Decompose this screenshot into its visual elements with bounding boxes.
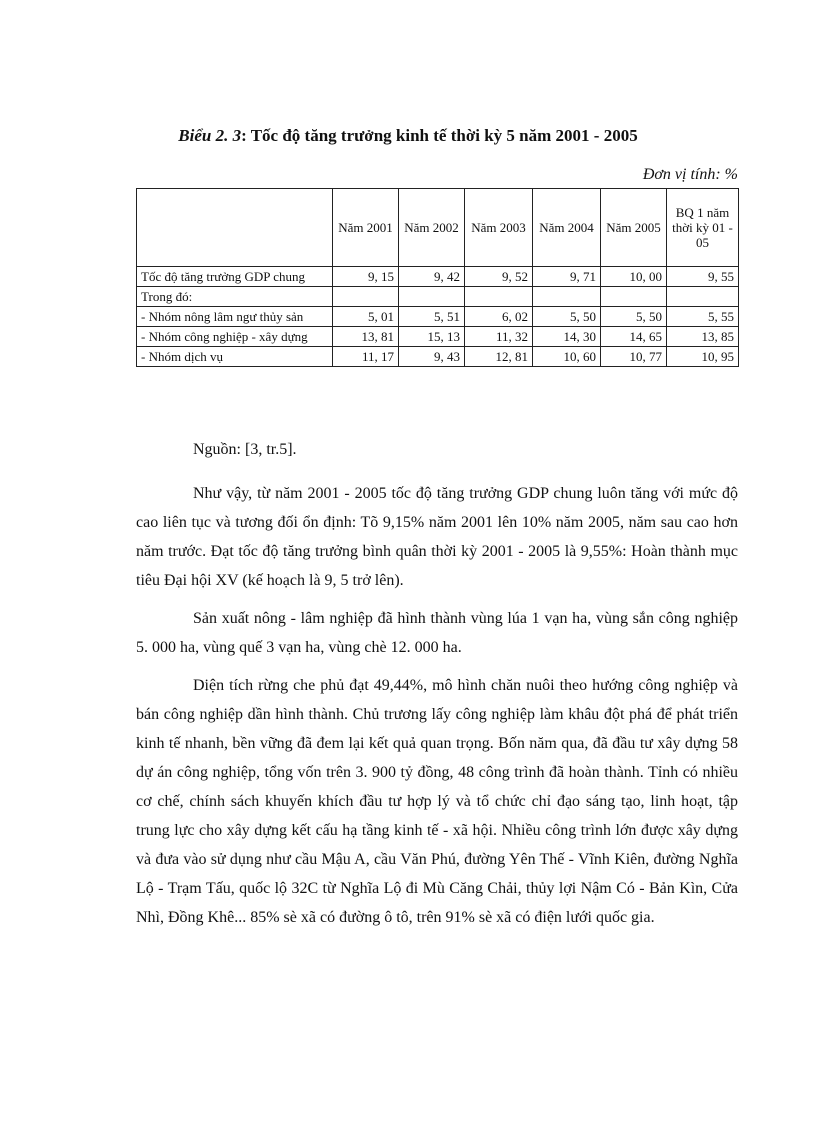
paragraph: Như vậy, từ năm 2001 - 2005 tốc độ tăng trưởng GDP chung luôn tăng với mức độ cao liên tục và tương đối ổn định: Tõ 9,15% năm 2001 lên 10% năm 2005, năm sau cao hơn năm trước. Đạt tốc độ tăng trưởng bình quân thời kỳ 2001 - 2005 là 9,55%: Hoàn thành mục tiêu Đại hội XV (kế hoạch là 9, 5 trở lên). <box>136 485 738 589</box>
table-cell: 9, 15 <box>333 267 399 287</box>
table-title <box>0 126 816 146</box>
table-title-text: : Tốc độ tăng trưởng kinh tế thời kỳ 5 năm 2001 - 2005 <box>241 126 638 145</box>
header-cell: Năm 2003 <box>465 189 533 267</box>
table-cell <box>465 287 533 307</box>
table-cell: 9, 52 <box>465 267 533 287</box>
table-cell: 9, 71 <box>533 267 601 287</box>
body-text <box>136 479 738 941</box>
paragraph: Diện tích rừng che phủ đạt 49,44%, mô hình chăn nuôi theo hướng công nghiệp và bán công nghiệp dần hình thành. Chủ trương lấy công nghiệp làm khâu đột phá để phát triển kinh tế nhanh, bền vững đã đem lại kết quả quan trọng. Bốn năm qua, đã đầu tư xây dựng 58 dự án công nghiệp, tổng vốn trên 3. 900 tỷ đồng, 48 công trình đã hoàn thành. Tỉnh có nhiều cơ chế, chính sách khuyến khích đầu tư hợp lý và tổ chức chỉ đạo sáng tạo, linh hoạt, tập trung lực cho xây dựng kết cấu hạ tầng kinh tế - xã hội. Nhiều công trình lớn được xây dựng và đưa vào sử dụng như cầu Mậu A, cầu Văn Phú, đường Yên Thế - Vĩnh Kiên, đường Nghĩa Lộ - Trạm Tấu, quốc lộ 32C từ Nghĩa Lộ đi Mù Căng Chải, thủy lợi Nậm Có - Bản Kìn, Cửa Nhì, Đồng Khê... 85% sè xã có đường ô tô, trên 91% sè xã có điện lưới quốc gia. <box>136 677 738 926</box>
table-cell: 14, 65 <box>601 327 667 347</box>
table-cell: 10, 95 <box>667 347 739 367</box>
paragraph: Sản xuất nông - lâm nghiệp đã hình thành vùng lúa 1 vạn ha, vùng sắn công nghiệp 5. 000 ha, vùng quế 3 vạn ha, vùng chè 12. 000 ha. <box>136 610 738 656</box>
table-cell <box>533 287 601 307</box>
table-cell: 9, 43 <box>399 347 465 367</box>
table-row <box>137 287 739 307</box>
header-cell: Năm 2004 <box>533 189 601 267</box>
table-row <box>137 327 739 347</box>
table-cell: 10, 60 <box>533 347 601 367</box>
table-title-lead: Biểu 2. 3 <box>178 126 242 145</box>
table-cell: 13, 81 <box>333 327 399 347</box>
table-cell: 5, 51 <box>399 307 465 327</box>
table-cell: 9, 55 <box>667 267 739 287</box>
table-cell: 15, 13 <box>399 327 465 347</box>
growth-table <box>136 188 739 367</box>
row-label: - Nhóm công nghiệp - xây dựng <box>137 327 333 347</box>
row-label: - Nhóm nông lâm ngư thủy sản <box>137 307 333 327</box>
table-cell: 5, 01 <box>333 307 399 327</box>
table-row <box>137 347 739 367</box>
header-cell: Năm 2005 <box>601 189 667 267</box>
table-row <box>137 307 739 327</box>
table-cell <box>333 287 399 307</box>
table-header-row <box>137 189 739 267</box>
table-cell: 13, 85 <box>667 327 739 347</box>
table-cell: 5, 50 <box>601 307 667 327</box>
table-cell <box>399 287 465 307</box>
table-cell: 5, 55 <box>667 307 739 327</box>
table-cell: 10, 00 <box>601 267 667 287</box>
table-cell: 11, 32 <box>465 327 533 347</box>
header-cell <box>137 189 333 267</box>
table-cell: 14, 30 <box>533 327 601 347</box>
header-cell: BQ 1 năm thời kỳ 01 - 05 <box>667 189 739 267</box>
table-cell: 12, 81 <box>465 347 533 367</box>
table-cell: 10, 77 <box>601 347 667 367</box>
header-cell: Năm 2002 <box>399 189 465 267</box>
header-cell: Năm 2001 <box>333 189 399 267</box>
table-cell: 6, 02 <box>465 307 533 327</box>
row-label: Tốc độ tăng trưởng GDP chung <box>137 267 333 287</box>
row-label: Trong đó: <box>137 287 333 307</box>
table-cell <box>601 287 667 307</box>
table-cell: 5, 50 <box>533 307 601 327</box>
table-cell: 9, 42 <box>399 267 465 287</box>
source-note: Nguồn: [3, tr.5]. <box>193 441 297 458</box>
table-cell: 11, 17 <box>333 347 399 367</box>
unit-note: Đơn vị tính: % <box>642 166 738 183</box>
table-row <box>137 267 739 287</box>
row-label: - Nhóm dịch vụ <box>137 347 333 367</box>
table-cell <box>667 287 739 307</box>
